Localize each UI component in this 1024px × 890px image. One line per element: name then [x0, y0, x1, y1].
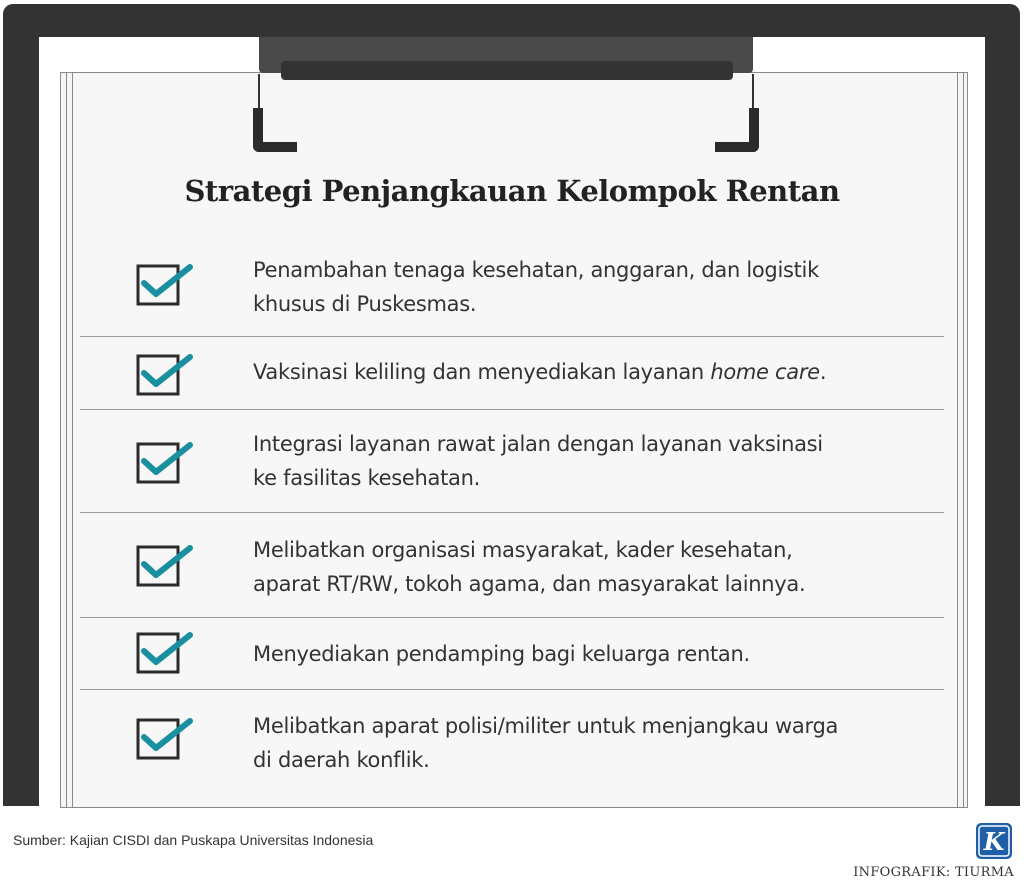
item-text [253, 427, 933, 495]
checked-box-icon [134, 261, 196, 309]
item-text-line: di daerah konflik. [253, 748, 430, 772]
divider [80, 689, 944, 690]
item-text-line: aparat RT/RW, tokoh agama, dan masyarakat lainnya. [253, 572, 806, 596]
clip-wire [258, 74, 754, 140]
item-text [253, 253, 933, 321]
divider [80, 409, 944, 410]
kompas-logo-icon [976, 823, 1012, 859]
item-text-line: Melibatkan aparat polisi/militer untuk menjangkau warga [253, 714, 839, 738]
item-text-end: . [819, 360, 827, 384]
clip-bar [281, 61, 733, 80]
item-text-line: Melibatkan organisasi masyarakat, kader kesehatan, [253, 538, 793, 562]
source-note: Sumber: Kajian CISDI dan Puskapa Universitas Indonesia [13, 832, 374, 848]
item-text-line: Integrasi layanan rawat jalan dengan layanan vaksinasi [253, 432, 823, 456]
credit-text: INFOGRAFIK: TIURMA [853, 865, 1014, 880]
checked-box-icon [134, 439, 196, 487]
item-text [253, 355, 933, 389]
logo-letter: K [983, 827, 1005, 856]
checked-box-icon [134, 351, 196, 399]
checked-box-icon [134, 715, 196, 763]
item-text [253, 709, 933, 777]
divider [80, 512, 944, 513]
item-text [253, 637, 933, 671]
page-title: Strategi Penjangkauan Kelompok Rentan [184, 174, 840, 208]
divider [80, 336, 944, 337]
checked-box-icon [134, 629, 196, 677]
clip-corner-left [253, 108, 297, 152]
item-text-emphasis: home care [710, 360, 820, 384]
item-text-line: khusus di Puskesmas. [253, 292, 477, 316]
checked-box-icon [134, 542, 196, 590]
item-text [253, 533, 933, 601]
item-text-line: ke fasilitas kesehatan. [253, 466, 480, 490]
item-text-plain: Vaksinasi keliling dan menyediakan layanan [253, 360, 711, 384]
item-text-line: Menyediakan pendamping bagi keluarga rentan. [253, 642, 750, 666]
divider [80, 617, 944, 618]
item-text-line: Penambahan tenaga kesehatan, anggaran, dan logistik [253, 258, 819, 282]
clip-corner-right [715, 108, 759, 152]
